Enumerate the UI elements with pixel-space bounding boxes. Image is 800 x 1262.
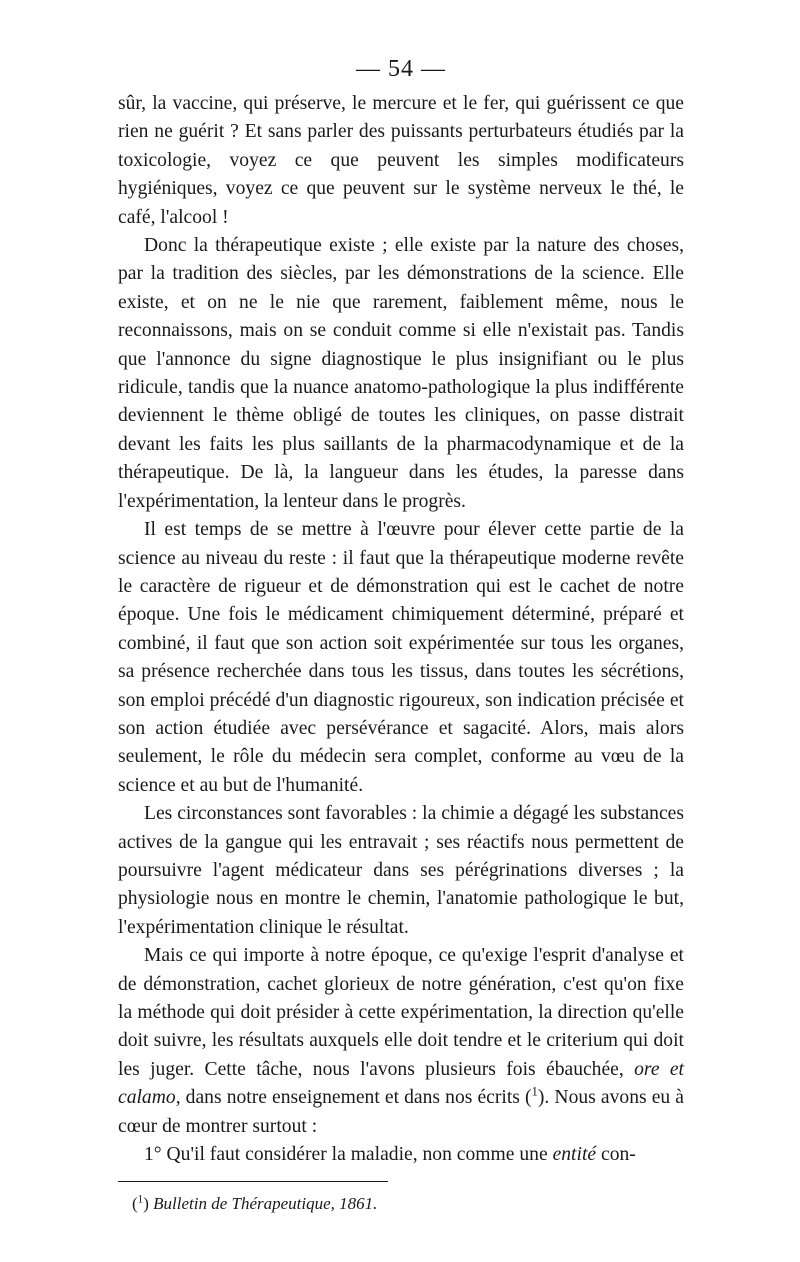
footnote-reference[interactable]: 1 <box>531 1084 538 1099</box>
text-run: sûr, la vaccine, qui préserve, le mercure et le fer, qui guérissent ce que rien ne guérit ? Et sans parler des puissants perturbateurs étudiés par la toxicologie, voyez ce que peuvent les simples modificateurs hygiéniques, voyez ce que peuvent sur le système nerveux le thé, le café, l'alcool ! <box>118 93 684 228</box>
paragraph <box>118 942 684 1141</box>
footnote-divider <box>118 1181 388 1182</box>
footnote-text: Bulletin de Thérapeutique, 1861. <box>153 1194 378 1214</box>
body-text <box>118 90 684 1169</box>
paragraph <box>118 90 684 232</box>
footnote-marker: 1 <box>137 1193 144 1206</box>
book-page <box>118 52 684 1216</box>
text-run: Mais ce qui importe à notre époque, ce qu'exige l'esprit d'analyse et de démonstration, cachet glorieux de notre génération, c'est qu'on fixe la méthode qui doit présider à cette expérimentation, la direction qu'elle doit suivre, les résultats auxquels elle doit tendre et le criterium qui doit les juger. Cette tâche, nous l'avons plusieurs fois ébauchée, <box>118 945 684 1080</box>
text-run: Donc la thérapeutique existe ; elle existe par la nature des choses, par la tradition des siècles, par les démonstrations de la science. Elle existe, et on ne le nie que rarement, faiblement même, nous le reconnaissons, mais on se conduit comme si elle n'existait pas. Tandis que l'annonce du signe diagnostique le plus insignifiant ou le plus ridicule, tandis que la nuance anatomo-pathologique la plus indifférente deviennent le thème obligé de toutes les cliniques, on passe distrait devant les faits les plus saillants de la pharmacodynamique et de la thérapeutique. De là, la langueur dans les études, la paresse dans l'expérimentation, la lenteur dans le progrès. <box>118 235 684 512</box>
paragraph <box>118 800 684 942</box>
italic-word: entité <box>552 1144 597 1166</box>
text-run: ). Nous avons eu à cœur de montrer surtout : <box>118 1087 685 1137</box>
text-run: , dans notre enseignement et dans nos écrits ( <box>175 1087 532 1109</box>
italic-phrase: ore et calamo <box>118 1058 684 1109</box>
footnote: ($^1$) Bulletin de Thérapeutique, 1861. <box>132 1193 378 1214</box>
paragraph <box>118 516 684 800</box>
text-run: Les circonstances sont favorables : la chimie a dégagé les substances actives de la gangue qui les entravait ; ses réactifs nous permettent de poursuivre l'agent médicateur dans ses pérégrinations diverses ; la physiologie nous en montre le chemin, l'anatomie pathologique le but, l'expérimentation clinique le résultat. <box>118 803 684 938</box>
page-number: — 54 — <box>356 56 446 82</box>
paragraph <box>118 232 684 516</box>
text-run: 1° Qu'il faut considérer la maladie, non comme une <box>144 1144 553 1166</box>
text-run: con- <box>596 1144 636 1166</box>
list-item <box>118 1141 684 1169</box>
text-run: Il est temps de se mettre à l'œuvre pour élever cette partie de la science au niveau du reste : il faut que la thérapeutique moderne revête le caractère de rigueur et de démonstration qui est le cachet de notre époque. Une fois le médicament chimiquement déterminé, préparé et combiné, il faut que son action soit expérimentée sur tous les organes, sa présence recherchée dans tous les tissus, dans toutes les sécrétions, son emploi précédé d'un diagnostic rigoureux, son indication précisée et son action étudiée avec persévérance et sagacité. Alors, mais alors seulement, le rôle du médecin sera complet, conforme au vœu de la science et au but de l'humanité. <box>118 519 684 796</box>
